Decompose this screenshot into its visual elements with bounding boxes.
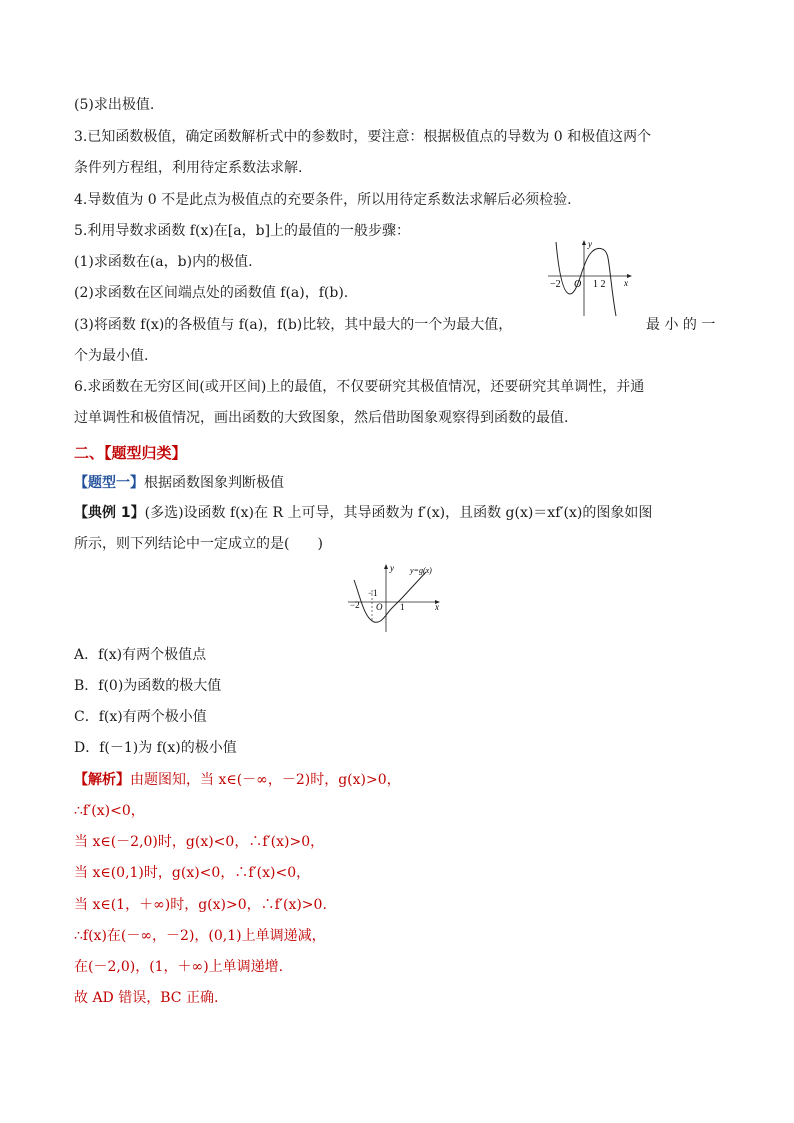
section-heading (74, 444, 187, 462)
graph2-minus2-label: −2 (350, 600, 360, 610)
solution-line-2: ∴f′(x)<0， (74, 803, 145, 819)
example-one-text: (多选)设函数 f(x)在 R 上可导，其导函数为 f′(x)，且函数 g(x)＝xf′(x)的图象如图 (144, 505, 653, 521)
text-point-4: 4.导数值为 0 不是此点为极值点的充要条件，所以用待定系数法求解后必须检验. (74, 192, 572, 208)
text-step-5: (5)求出极值. (74, 97, 155, 113)
type-one-title: 根据函数图象判断极值 (144, 475, 284, 491)
text-point-3-line1: 3.已知函数极值，确定函数解析式中的参数时，要注意：根据极值点的导数为 0 和极值这两个 (74, 129, 652, 145)
type-one-tag: 【题型一】 (74, 475, 144, 491)
text-point-3-line2: 条件列方程组，利用待定系数法求解. (74, 160, 303, 176)
graph1-y-label: y (588, 239, 592, 249)
text-point-5: 5.利用导数求函数 f(x)在[a，b]上的最值的一般步骤： (74, 223, 411, 239)
text-step-2: (2)求函数在区间端点处的函数值 f(a)，f(b). (74, 285, 349, 301)
section-prefix: 二、 (74, 444, 105, 462)
option-d: D．f(－1)为 f(x)的极小值 (74, 740, 237, 756)
option-b: B．f(0)为函数的极大值 (74, 678, 222, 694)
graph1-y-arrow (582, 240, 586, 245)
graph1-origin-label: O (574, 279, 582, 290)
solution-line-8: 故 AD 错误，BC 正确. (74, 990, 219, 1006)
solution-line-1 (74, 771, 401, 789)
g-graph (346, 560, 446, 634)
solution-line-6: ∴f(x)在(－∞，－2)，(0,1)上单调递减， (74, 928, 326, 944)
text-step-3-line1: (3)将函数 f(x)的各极值与 f(a)，f(b)比较，其中最大的一个为最大值， (74, 317, 513, 333)
solution-text-1: 由题图知，当 x∈(－∞，－2)时，g(x)>0， (130, 772, 401, 788)
solution-line-5: 当 x∈(1，＋∞)时，g(x)>0，∴f′(x)>0. (74, 897, 327, 913)
section-title: 【题型归类】 (104, 444, 187, 462)
graph2-minus1-label: −1 (368, 588, 378, 598)
graph2-x-label: x (435, 602, 439, 612)
text-step-1: (1)求函数在(a，b)内的极值. (74, 254, 253, 270)
solution-line-7: 在(－2,0)，(1，＋∞)上单调递增. (74, 959, 284, 975)
solution-line-4: 当 x∈(0,1)时，g(x)<0，∴f′(x)<0， (74, 865, 311, 881)
type-one-heading (74, 474, 284, 492)
text-step-3-line2: 个为最小值. (74, 348, 149, 364)
cubic-graph (544, 236, 636, 322)
graph2-one-label: 1 (400, 602, 405, 612)
solution-line-3: 当 x∈(－2,0)时，g(x)<0，∴f′(x)>0， (74, 834, 325, 850)
graph1-minus2-label: −2 (550, 279, 561, 290)
graph1-x-label: x (624, 278, 628, 288)
example-one-line1 (74, 504, 652, 522)
graph1-curve (556, 242, 616, 316)
option-a: A．f(x)有两个极值点 (74, 647, 207, 663)
text-point-6-line1: 6.求函数在无穷区间(或开区间)上的最值，不仅要研究其极值情况，还要研究其单调性，并通 (74, 379, 645, 395)
solution-tag: 【解析】 (74, 772, 130, 788)
graph2-y-arrow (384, 564, 388, 569)
graph2-origin-label: O (376, 602, 383, 612)
graph2-y-label: y (390, 563, 394, 573)
option-c: C．f(x)有两个极小值 (74, 709, 207, 725)
text-step-3-tail: 最 小 的 一 (646, 317, 716, 333)
example-one-tag: 【典例 1】 (74, 505, 145, 521)
graph2-curve-label: y=g(x) (410, 566, 432, 575)
text-point-6-line2: 过单调性和极值情况，画出函数的大致图象，然后借助图象观察得到函数的最值. (74, 410, 569, 426)
graph2-curve (354, 572, 426, 622)
graph1-one-two-label: 1 2 (593, 279, 606, 290)
example-one-line2: 所示，则下列结论中一定成立的是( ) (74, 536, 323, 552)
